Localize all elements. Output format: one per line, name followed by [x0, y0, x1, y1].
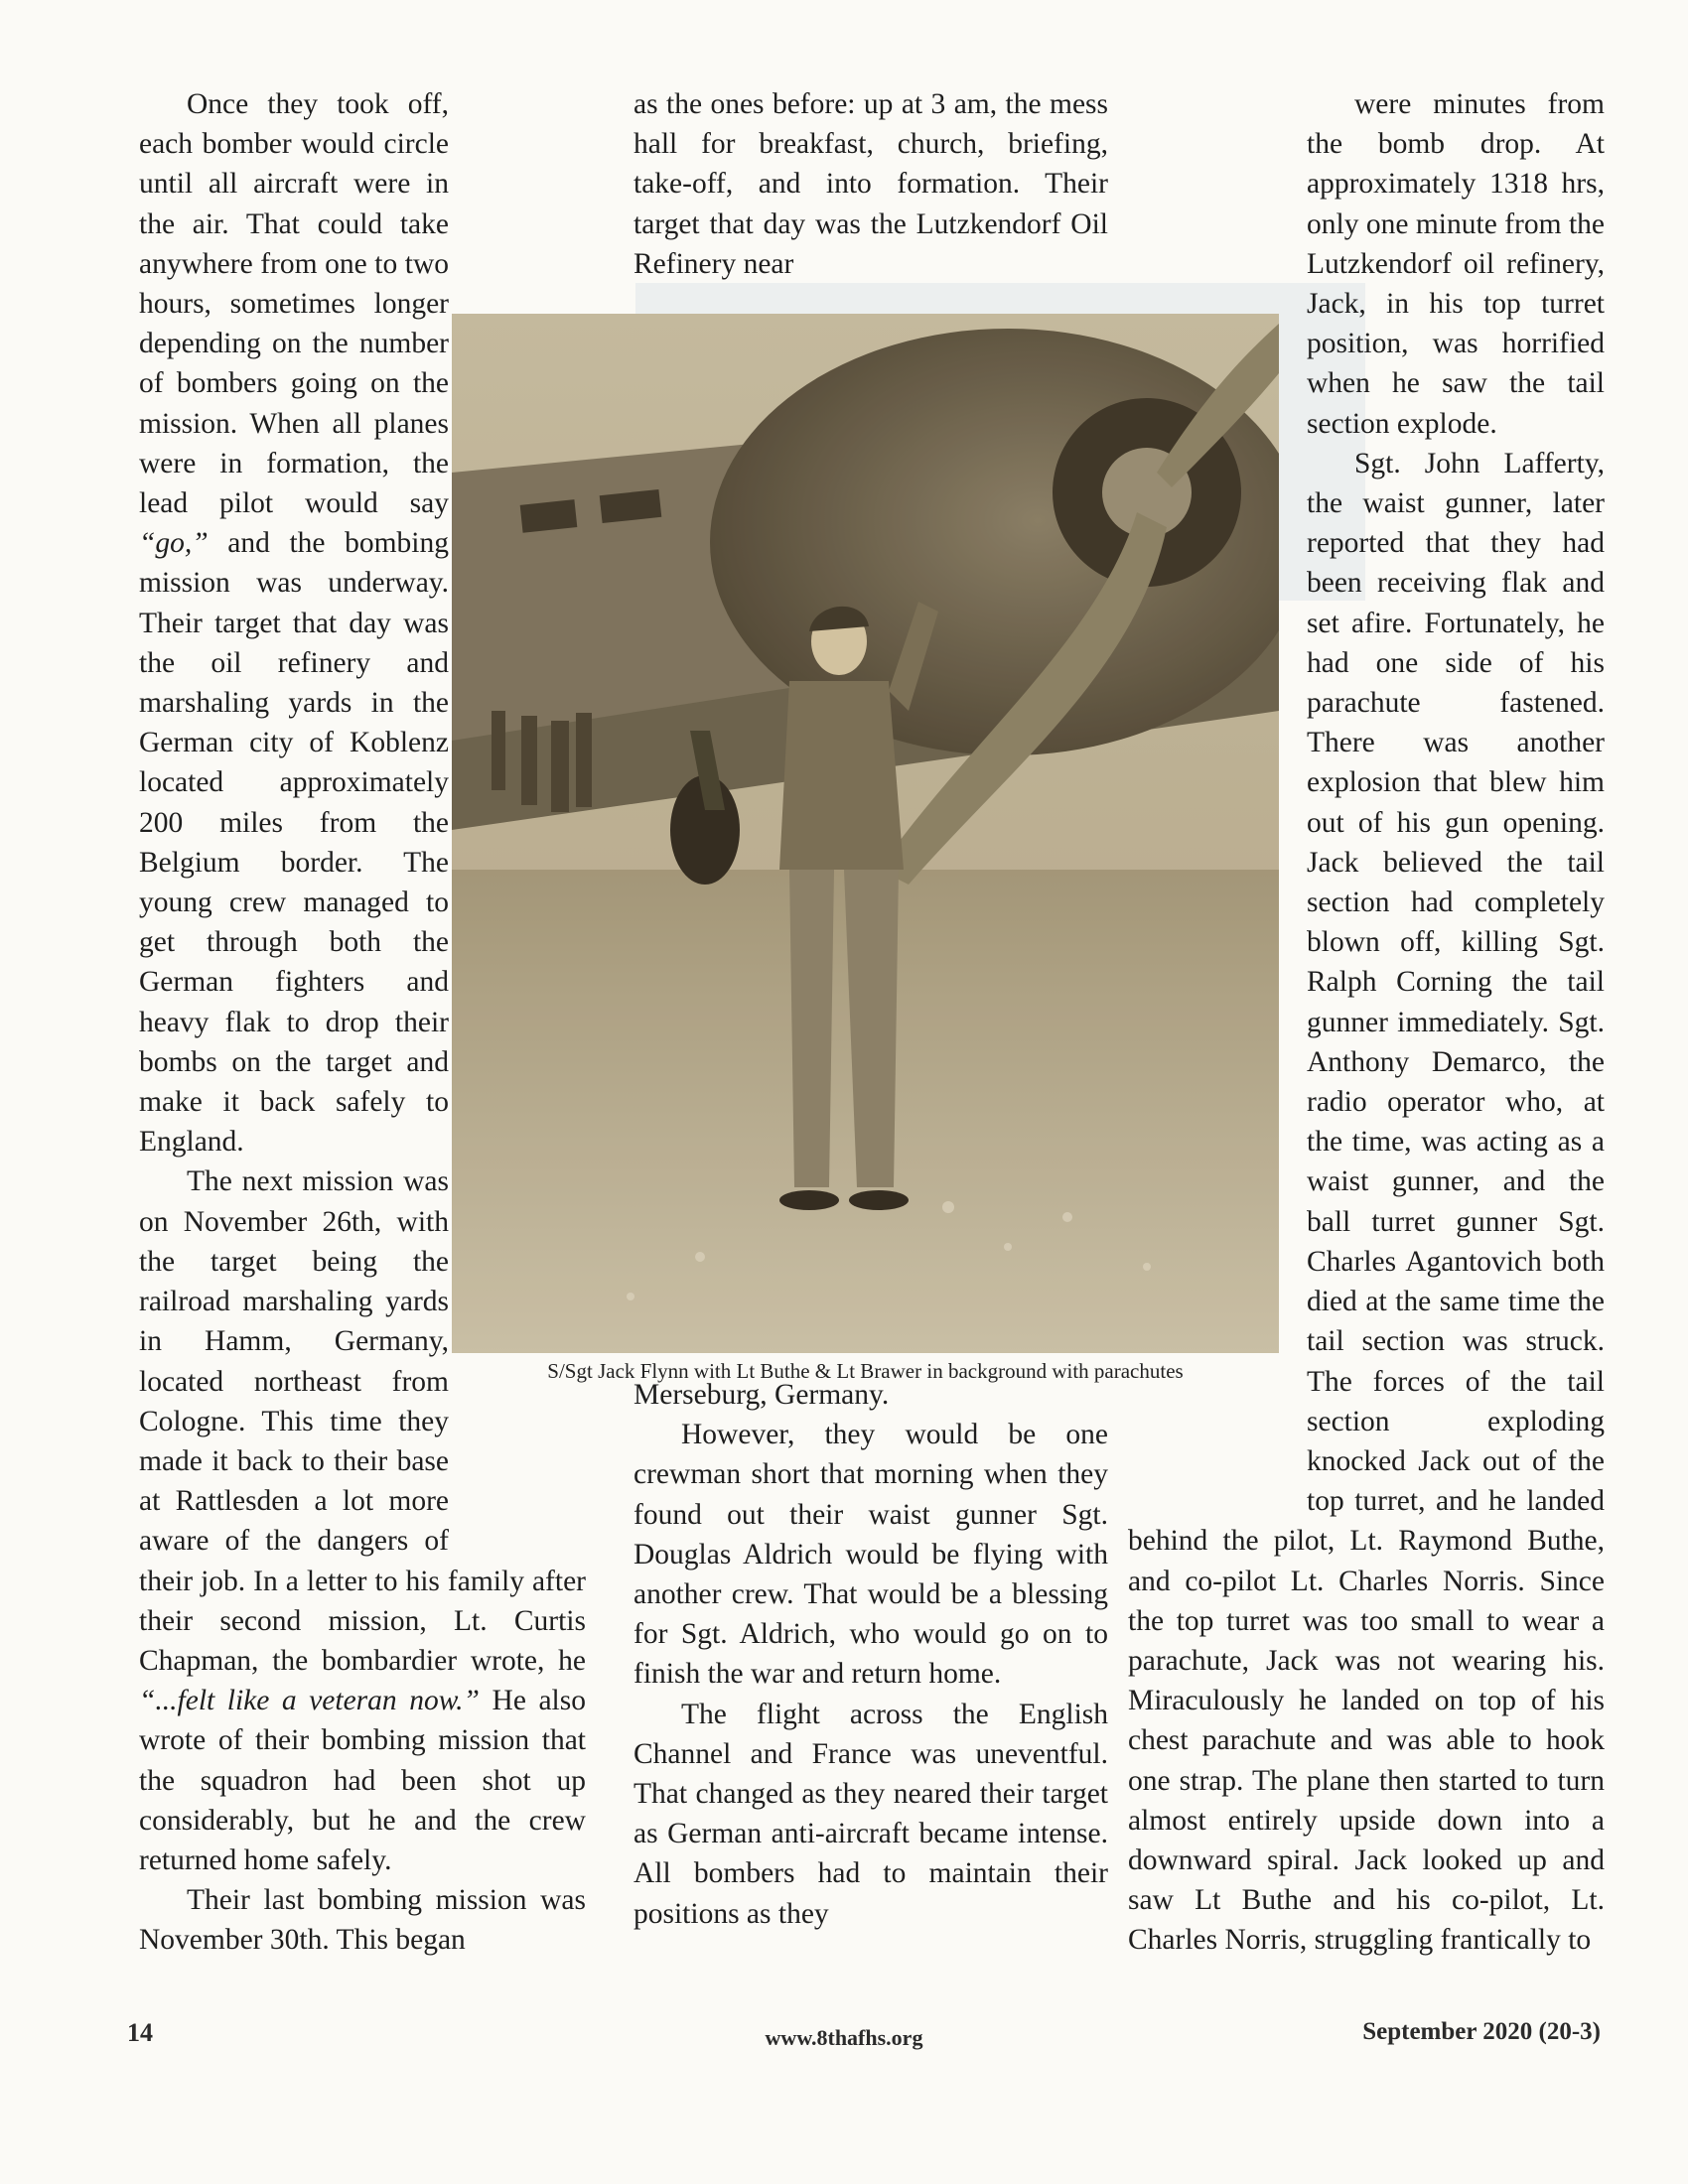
paragraph: Sgt. John Lafferty, the waist gunner, later reported that they had been receiving flak and set afire. Fortunately, he had one side of his parachute fastened. There was another explosion that blew him out of his gun opening. Jack believed the tail section had completely blown off, killing Sgt. Ralph Corning the tail gunner immediately. Sgt. Anthony Demarco, the radio operator who, at the time, was acting as a waist gunner, and the ball turret gunner Sgt. Charles Agantovich both died at the same time the tail section was struck. The forces of the tail section exploding knocked Jack out of the top turret, and he landed behind the pilot, Lt. Raymond Buthe, and co-pilot Lt. Charles Norris. Since the top turret was too small to wear a parachute, Jack was not wearing his. Miraculously he landed on top of his chest parachute and was able to hook one strap. The plane then started to turn almost entirely upside down into a downward spiral. Jack looked up and saw Lt Buthe and his co-pilot, Lt. Charles Norris, struggling frantically to: [1128, 447, 1605, 1957]
paragraph: The flight across the English Channel and France was uneventful. That changed as they neared their target as German anti-aircraft became intense. All bombers had to maintain their positions as they: [633, 1698, 1108, 1930]
paragraph: Merseburg, Germany.: [633, 1379, 890, 1411]
italic-quote: “...felt like a veteran now.”: [139, 1685, 480, 1717]
column-2-top-block: [633, 84, 1108, 284]
website-link[interactable]: www.8thafhs.org: [765, 2025, 923, 2050]
paragraph: as the ones before: up at 3 am, the mess hall for breakfast, church, briefing, take-off, and into formation. Their target that day was the Lutzkendorf Oil Refinery near: [633, 88, 1108, 280]
page-number: 14: [127, 2018, 153, 2047]
italic-quote: “go,”: [139, 527, 209, 560]
photo-caption: S/Sgt Jack Flynn with Lt Buthe & Lt Brawer in background with parachutes: [547, 1359, 1184, 1383]
paragraph: Once they took off, each bomber would circle until all aircraft were in the air. That could take anywhere from one to two hours, sometimes longer depending on the number of bombers going on the mission. When all planes were in formation, the lead pilot would say “go,” and the bombing mission was underway. Their target that day was the oil refinery and marshaling yards in the German city of Koblenz located approximately 200 miles from the Belgium border. The young crew managed to get through both the German fighters and heavy flak to drop their bombs on the target and make it back safely to England.: [139, 88, 449, 1159]
paragraph: However, they would be one crewman short that morning when they found out their waist gunner Sgt. Douglas Aldrich would be flying with another crew. That would be a blessing for Sgt. Aldrich, who would go on to finish the war and return home.: [633, 1419, 1108, 1691]
issue-date: September 2020 (20-3): [1362, 2018, 1601, 2045]
bomber-photo-image: [452, 314, 1279, 1353]
paragraph: The next mission was on November 26th, with the target being the railroad marshaling yards in Hamm, Germany, located northeast from Cologne. This time they made it back to their base at Rattlesden a lot more aware of the dangers of their job. In a letter to his family after their second mission, Lt. Curtis Chapman, the bombardier wrote, he “...felt like a veteran now.” He also wrote of their bombing mission that the squadron had been shot up considerably, but he and the crew returned home safely.: [139, 1165, 586, 1876]
paragraph: were minutes from the bomb drop. At approximately 1318 hrs, only one minute from the Lutzkendorf oil refinery, Jack, in his top turret position, was horrified when he saw the tail section explode.: [1307, 88, 1605, 440]
paragraph: Their last bombing mission was November 30th. This began: [139, 1884, 586, 1957]
column-2-bottom-block: [633, 1375, 1108, 1934]
article-photo: [452, 314, 1279, 1353]
